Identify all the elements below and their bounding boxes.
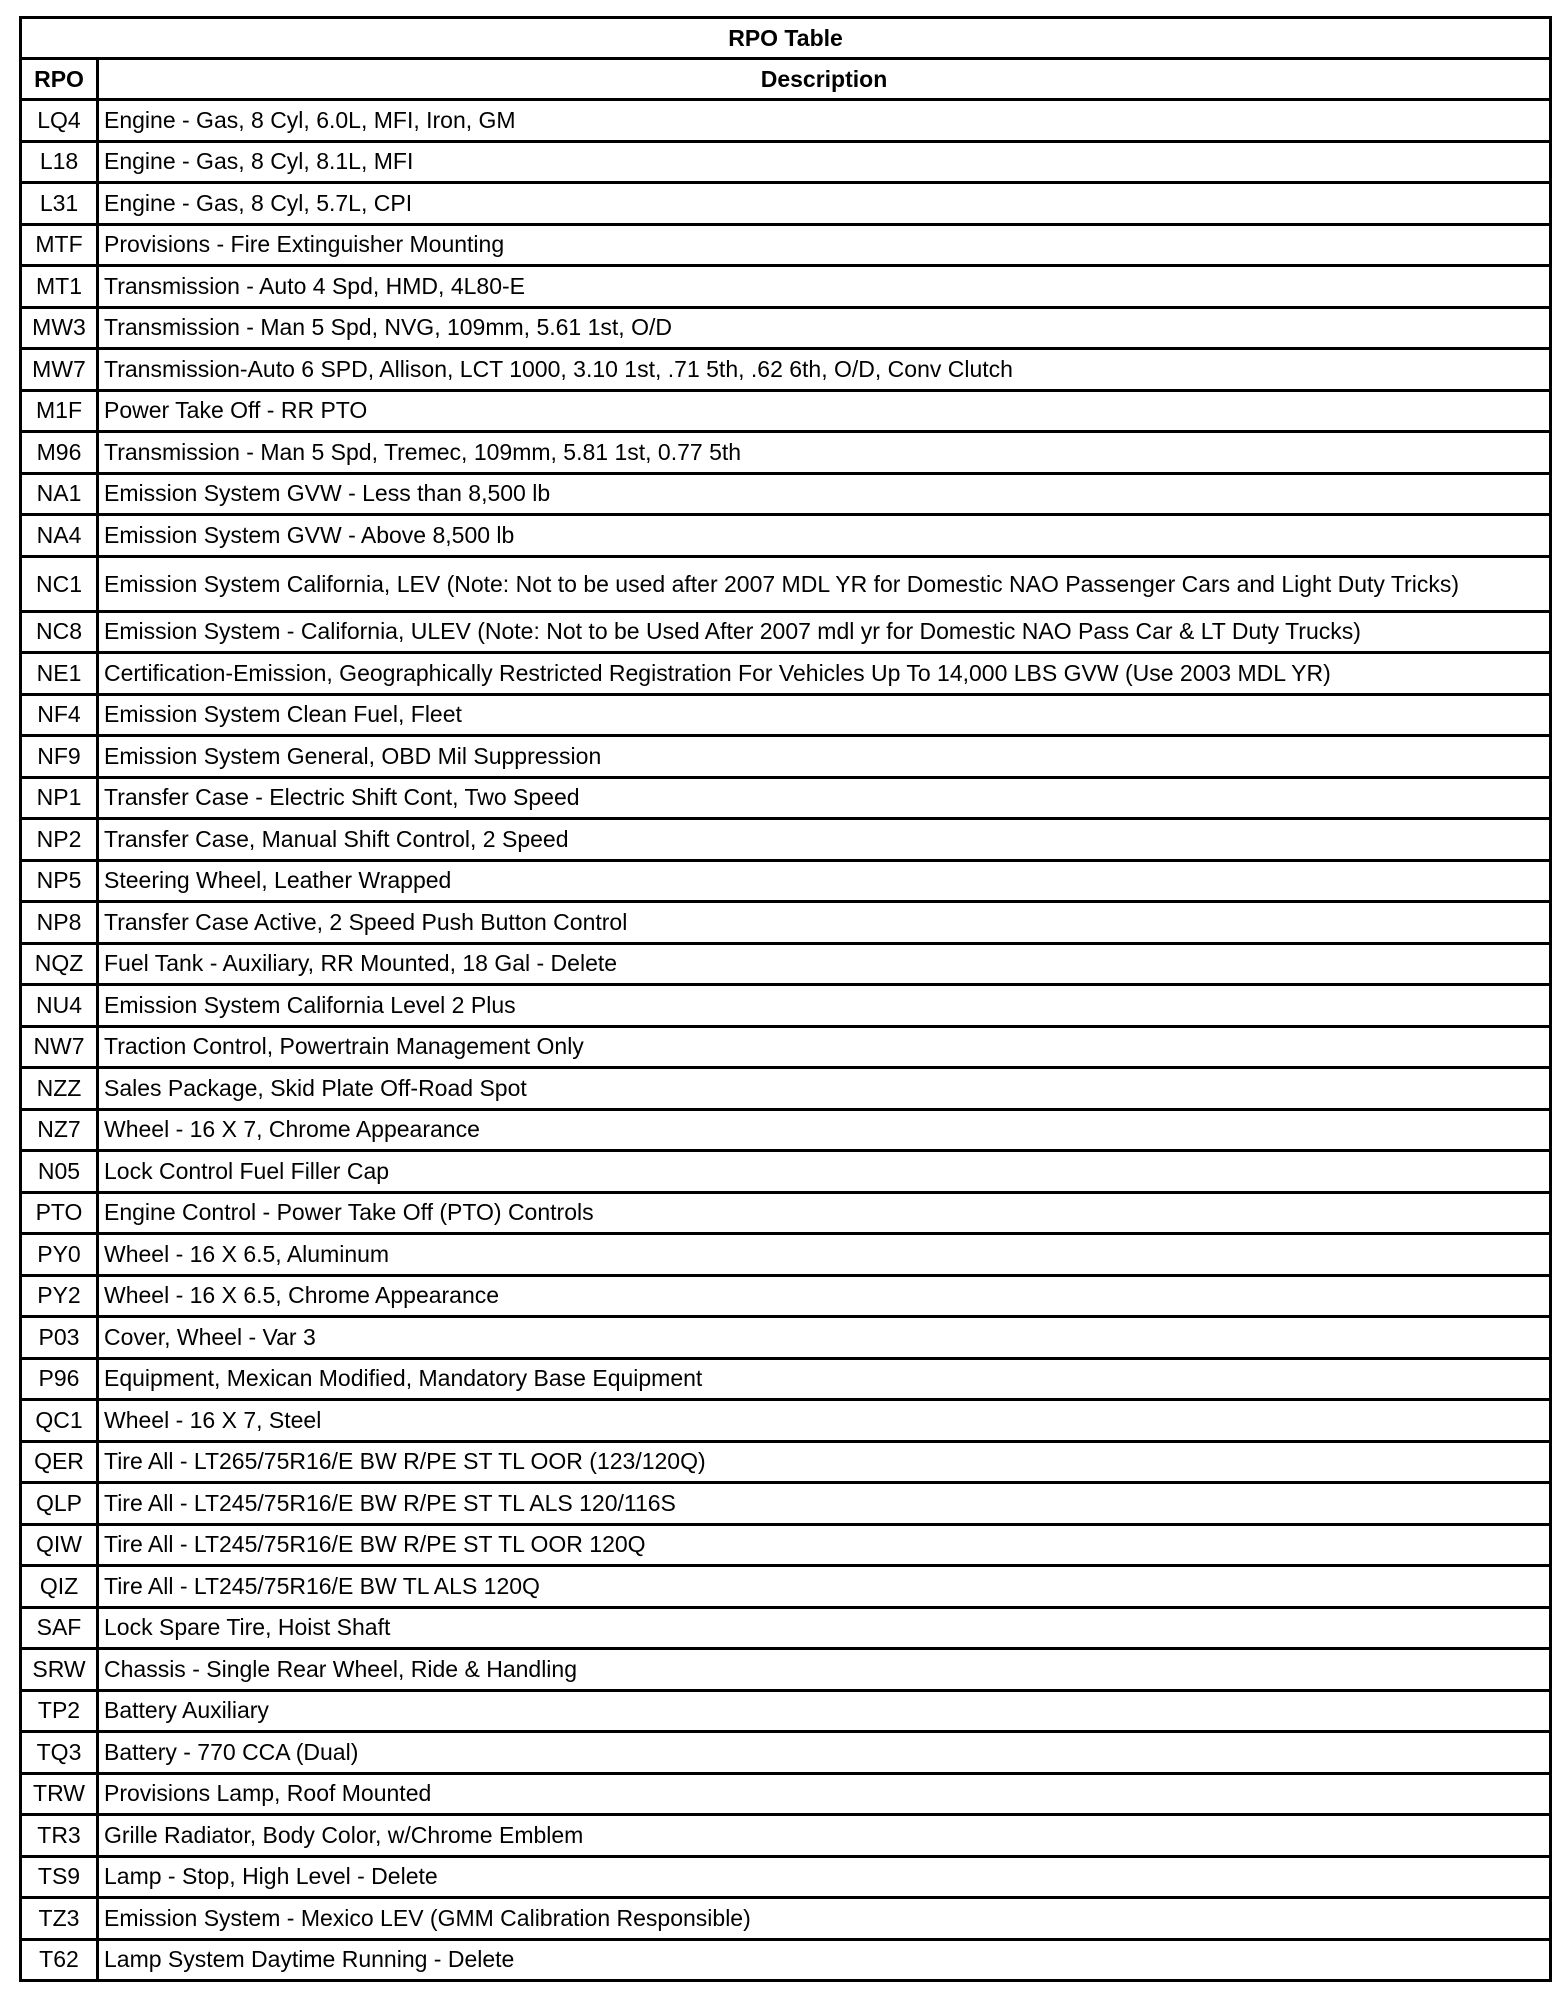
rpo-code-cell: NA4 [21, 515, 98, 557]
rpo-code-cell: M96 [21, 432, 98, 474]
description-cell: Equipment, Mexican Modified, Mandatory Base Equipment [98, 1358, 1551, 1400]
rpo-code-cell: LQ4 [21, 100, 98, 142]
table-row [21, 1358, 1551, 1400]
rpo-code-cell: NF4 [21, 694, 98, 736]
rpo-code-cell: PY2 [21, 1275, 98, 1317]
rpo-code-cell: MW3 [21, 307, 98, 349]
table-row [21, 860, 1551, 902]
table-row [21, 985, 1551, 1027]
table-row [21, 736, 1551, 778]
rpo-code-cell: NA1 [21, 473, 98, 515]
table-row [21, 653, 1551, 695]
description-cell: Cover, Wheel - Var 3 [98, 1317, 1551, 1359]
table-row [21, 1607, 1551, 1649]
table-row [21, 556, 1551, 611]
rpo-code-cell: SRW [21, 1649, 98, 1691]
table-row [21, 390, 1551, 432]
table-row [21, 141, 1551, 183]
description-cell: Engine Control - Power Take Off (PTO) Controls [98, 1192, 1551, 1234]
description-cell: Grille Radiator, Body Color, w/Chrome Emblem [98, 1815, 1551, 1857]
table-title: RPO Table [21, 18, 1551, 59]
description-cell: Engine - Gas, 8 Cyl, 6.0L, MFI, Iron, GM [98, 100, 1551, 142]
rpo-code-cell: QLP [21, 1483, 98, 1525]
description-cell: Battery - 770 CCA (Dual) [98, 1732, 1551, 1774]
description-cell: Transfer Case, Manual Shift Control, 2 Speed [98, 819, 1551, 861]
table-row [21, 183, 1551, 225]
rpo-code-cell: NZZ [21, 1068, 98, 1110]
rpo-code-cell: PTO [21, 1192, 98, 1234]
description-cell: Wheel - 16 X 6.5, Aluminum [98, 1234, 1551, 1276]
rpo-code-cell: NP1 [21, 777, 98, 819]
description-cell: Transmission - Auto 4 Spd, HMD, 4L80-E [98, 266, 1551, 308]
rpo-code-cell: TP2 [21, 1690, 98, 1732]
column-header-description: Description [98, 59, 1551, 100]
table-row [21, 1317, 1551, 1359]
description-cell: Transfer Case Active, 2 Speed Push Button Control [98, 902, 1551, 944]
rpo-code-cell: TS9 [21, 1856, 98, 1898]
rpo-code-cell: L31 [21, 183, 98, 225]
table-row [21, 1773, 1551, 1815]
description-cell: Power Take Off - RR PTO [98, 390, 1551, 432]
table-row [21, 1939, 1551, 1981]
rpo-code-cell: NC1 [21, 556, 98, 611]
rpo-code-cell: P96 [21, 1358, 98, 1400]
table-row [21, 1441, 1551, 1483]
description-cell: Provisions Lamp, Roof Mounted [98, 1773, 1551, 1815]
table-row [21, 1068, 1551, 1110]
table-row [21, 349, 1551, 391]
rpo-code-cell: L18 [21, 141, 98, 183]
description-cell: Fuel Tank - Auxiliary, RR Mounted, 18 Gal - Delete [98, 943, 1551, 985]
rpo-code-cell: T62 [21, 1939, 98, 1981]
table-row [21, 1400, 1551, 1442]
table-row [21, 777, 1551, 819]
description-cell: Steering Wheel, Leather Wrapped [98, 860, 1551, 902]
table-row [21, 1192, 1551, 1234]
description-cell: Tire All - LT245/75R16/E BW R/PE ST TL OOR 120Q [98, 1524, 1551, 1566]
description-cell: Wheel - 16 X 7, Chrome Appearance [98, 1109, 1551, 1151]
table-row [21, 611, 1551, 653]
description-cell: Lamp - Stop, High Level - Delete [98, 1856, 1551, 1898]
table-row [21, 1732, 1551, 1774]
description-cell: Emission System GVW - Less than 8,500 lb [98, 473, 1551, 515]
table-row [21, 902, 1551, 944]
description-cell: Wheel - 16 X 7, Steel [98, 1400, 1551, 1442]
table-row [21, 1483, 1551, 1525]
rpo-code-cell: NP5 [21, 860, 98, 902]
rpo-code-cell: NQZ [21, 943, 98, 985]
table-row [21, 1151, 1551, 1193]
rpo-code-cell: NP8 [21, 902, 98, 944]
description-cell: Emission System - California, ULEV (Note: Not to be Used After 2007 mdl yr for Domestic NAO Pass Car & LT Duty Trucks) [98, 611, 1551, 653]
rpo-code-cell: PY0 [21, 1234, 98, 1276]
table-row [21, 1898, 1551, 1940]
table-row [21, 1524, 1551, 1566]
rpo-code-cell: TZ3 [21, 1898, 98, 1940]
rpo-code-cell: N05 [21, 1151, 98, 1193]
description-cell: Lock Control Fuel Filler Cap [98, 1151, 1551, 1193]
description-cell: Emission System General, OBD Mil Suppression [98, 736, 1551, 778]
table-row [21, 1275, 1551, 1317]
description-cell: Provisions - Fire Extinguisher Mounting [98, 224, 1551, 266]
table-body [21, 100, 1551, 1981]
rpo-code-cell: MW7 [21, 349, 98, 391]
rpo-code-cell: TRW [21, 1773, 98, 1815]
rpo-code-cell: NZ7 [21, 1109, 98, 1151]
table-row [21, 694, 1551, 736]
rpo-code-cell: QIZ [21, 1566, 98, 1608]
description-cell: Emission System California Level 2 Plus [98, 985, 1551, 1027]
rpo-code-cell: NF9 [21, 736, 98, 778]
table-row [21, 819, 1551, 861]
description-cell: Tire All - LT245/75R16/E BW TL ALS 120Q [98, 1566, 1551, 1608]
description-cell: Traction Control, Powertrain Management Only [98, 1026, 1551, 1068]
table-row [21, 515, 1551, 557]
table-row [21, 1026, 1551, 1068]
description-cell: Engine - Gas, 8 Cyl, 8.1L, MFI [98, 141, 1551, 183]
description-cell: Emission System - Mexico LEV (GMM Calibration Responsible) [98, 1898, 1551, 1940]
description-cell: Transmission - Man 5 Spd, NVG, 109mm, 5.61 1st, O/D [98, 307, 1551, 349]
table-row [21, 473, 1551, 515]
rpo-code-cell: QER [21, 1441, 98, 1483]
table-row [21, 1649, 1551, 1691]
rpo-code-cell: SAF [21, 1607, 98, 1649]
table-row [21, 1815, 1551, 1857]
rpo-code-cell: QIW [21, 1524, 98, 1566]
rpo-table [19, 16, 1552, 1982]
table-row [21, 224, 1551, 266]
description-cell: Certification-Emission, Geographically Restricted Registration For Vehicles Up To 14,000 LBS GVW (Use 2003 MDL YR) [98, 653, 1551, 695]
description-cell: Chassis - Single Rear Wheel, Ride & Handling [98, 1649, 1551, 1691]
description-cell: Tire All - LT265/75R16/E BW R/PE ST TL OOR (123/120Q) [98, 1441, 1551, 1483]
table-row [21, 266, 1551, 308]
rpo-code-cell: TQ3 [21, 1732, 98, 1774]
rpo-code-cell: NU4 [21, 985, 98, 1027]
table-row [21, 1690, 1551, 1732]
table-row [21, 1234, 1551, 1276]
description-cell: Tire All - LT245/75R16/E BW R/PE ST TL ALS 120/116S [98, 1483, 1551, 1525]
description-cell: Transmission-Auto 6 SPD, Allison, LCT 1000, 3.10 1st, .71 5th, .62 6th, O/D, Conv Clutch [98, 349, 1551, 391]
rpo-code-cell: TR3 [21, 1815, 98, 1857]
description-cell: Lock Spare Tire, Hoist Shaft [98, 1607, 1551, 1649]
rpo-code-cell: P03 [21, 1317, 98, 1359]
description-cell: Emission System GVW - Above 8,500 lb [98, 515, 1551, 557]
description-cell: Transmission - Man 5 Spd, Tremec, 109mm, 5.81 1st, 0.77 5th [98, 432, 1551, 474]
description-cell: Engine - Gas, 8 Cyl, 5.7L, CPI [98, 183, 1551, 225]
rpo-code-cell: QC1 [21, 1400, 98, 1442]
description-cell: Emission System California, LEV (Note: Not to be used after 2007 MDL YR for Domestic NAO Passenger Cars and Light Duty Tricks) [98, 556, 1551, 611]
rpo-code-cell: MT1 [21, 266, 98, 308]
table-row [21, 1109, 1551, 1151]
description-cell: Transfer Case - Electric Shift Cont, Two Speed [98, 777, 1551, 819]
rpo-code-cell: NE1 [21, 653, 98, 695]
description-cell: Battery Auxiliary [98, 1690, 1551, 1732]
rpo-code-cell: NP2 [21, 819, 98, 861]
table-row [21, 432, 1551, 474]
table-row [21, 1566, 1551, 1608]
column-header-rpo: RPO [21, 59, 98, 100]
description-cell: Lamp System Daytime Running - Delete [98, 1939, 1551, 1981]
rpo-code-cell: M1F [21, 390, 98, 432]
description-cell: Sales Package, Skid Plate Off-Road Spot [98, 1068, 1551, 1110]
table-row [21, 100, 1551, 142]
rpo-code-cell: NW7 [21, 1026, 98, 1068]
table-row [21, 943, 1551, 985]
table-row [21, 1856, 1551, 1898]
table-row [21, 307, 1551, 349]
rpo-code-cell: NC8 [21, 611, 98, 653]
description-cell: Emission System Clean Fuel, Fleet [98, 694, 1551, 736]
description-cell: Wheel - 16 X 6.5, Chrome Appearance [98, 1275, 1551, 1317]
rpo-code-cell: MTF [21, 224, 98, 266]
